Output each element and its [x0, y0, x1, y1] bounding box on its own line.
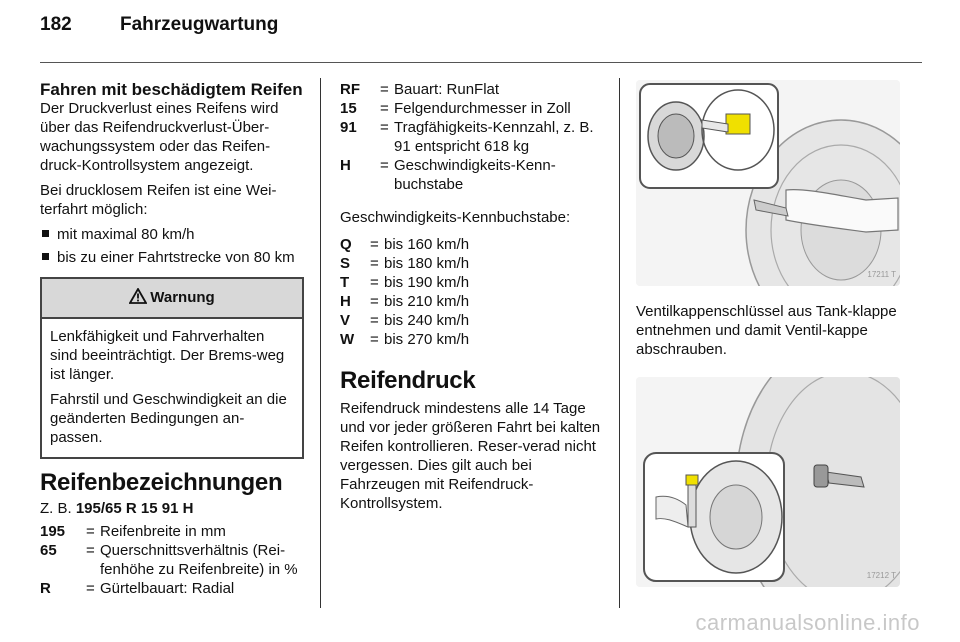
column-divider-2	[619, 78, 620, 608]
example-code: 195/65 R 15 91 H	[75, 500, 194, 517]
list-item: T = bis 190 km/h	[340, 274, 470, 291]
list-item: 195 = Reifenbreite in mm	[40, 523, 226, 540]
figure-number-1: 17211 T	[867, 270, 896, 279]
list-item: R = Gürtelbauart: Radial	[40, 580, 235, 597]
bullet-square-icon	[42, 230, 49, 237]
warning-box	[40, 277, 304, 459]
list-item: Q = bis 160 km/h	[340, 236, 470, 253]
column-middle	[340, 80, 606, 513]
designation-codes-list	[40, 522, 304, 598]
watermark: carmanualsonline.info	[695, 610, 920, 635]
speed-codes-heading: Geschwindigkeits-Kennbuchstabe:	[340, 209, 571, 226]
bullet-square-icon	[42, 253, 49, 260]
list-item: V = bis 240 km/h	[340, 312, 470, 329]
warning-text-1: Lenkfähigkeit und Fahrverhalten sind beeinträchtigt. Der Brems-weg ist länger.	[50, 328, 285, 383]
designation-codes-list-2	[340, 80, 606, 194]
fuel-flap-key-illustration	[636, 80, 900, 286]
list-item: W = bis 270 km/h	[340, 331, 470, 348]
tire-pressure-text: Reifendruck mindestens alle 14 Tage und vor jeder größeren Fahrt bei kalten Reifen kontrollieren. Reser-verad nicht vergessen. Dies gilt auch bei Fahrzeugen mit Reifendruck-Kontrollsystem.	[340, 400, 601, 512]
list-item: 65 = Querschnittsverhältnis (Rei-fenhöhe zu Reifenbreite) in %	[40, 542, 298, 578]
figure-caption: Ventilkappenschlüssel aus Tank-klappe entnehmen und damit Ventil-kappe abschrauben.	[636, 303, 897, 358]
list-item: RF = Bauart: RunFlat	[340, 81, 500, 98]
tire-pressure-heading: Reifendruck	[340, 367, 476, 394]
column-left	[40, 80, 304, 598]
list-item: H = bis 210 km/h	[340, 293, 470, 310]
flat-tire-text: Bei drucklosem Reifen ist eine Wei-terfahrt möglich:	[40, 182, 277, 218]
list-item: 15 = Felgendurchmesser in Zoll	[340, 100, 571, 117]
warning-triangle-icon	[129, 279, 147, 317]
list-item: bis zu einer Fahrtstrecke von 80 km	[40, 248, 304, 267]
list-item: H = Geschwindigkeits-Kenn-buchstabe	[340, 157, 556, 193]
header-rule	[40, 62, 922, 63]
example-line: Z. B. 195/65 R 15 91 H	[40, 500, 194, 517]
valve-cap-illustration	[636, 377, 900, 587]
column-right	[636, 80, 902, 587]
warning-text-2: Fahrstil und Geschwindigkeit an die geänderten Bedingungen an-passen.	[50, 391, 287, 446]
page-title: Fahrzeugwartung	[120, 14, 279, 35]
list-item: S = bis 180 km/h	[340, 255, 470, 272]
damaged-tire-heading: Fahren mit beschädigtem Reifen	[40, 80, 303, 99]
column-divider-1	[320, 78, 321, 608]
figure-number-2: 17212 T	[866, 571, 896, 580]
conditions-list	[40, 225, 304, 267]
damaged-tire-text: Der Druckverlust eines Reifens wird über das Reifendruckverlust-Über-wachungssystem oder das Reifen-druck-Kontrollsystem angezeigt.	[40, 100, 279, 174]
warning-body	[42, 319, 302, 457]
speed-codes-list	[340, 235, 606, 349]
warning-title: Warnung	[150, 289, 215, 306]
list-item: mit maximal 80 km/h	[40, 225, 304, 244]
warning-header	[42, 279, 302, 319]
list-item: 91 = Tragfähigkeits-Kennzahl, z. B. 91 entspricht 618 kg	[340, 119, 594, 155]
tire-designations-heading: Reifenbezeichnungen	[40, 469, 283, 496]
page-header	[40, 14, 278, 36]
page-number: 182	[40, 14, 72, 35]
